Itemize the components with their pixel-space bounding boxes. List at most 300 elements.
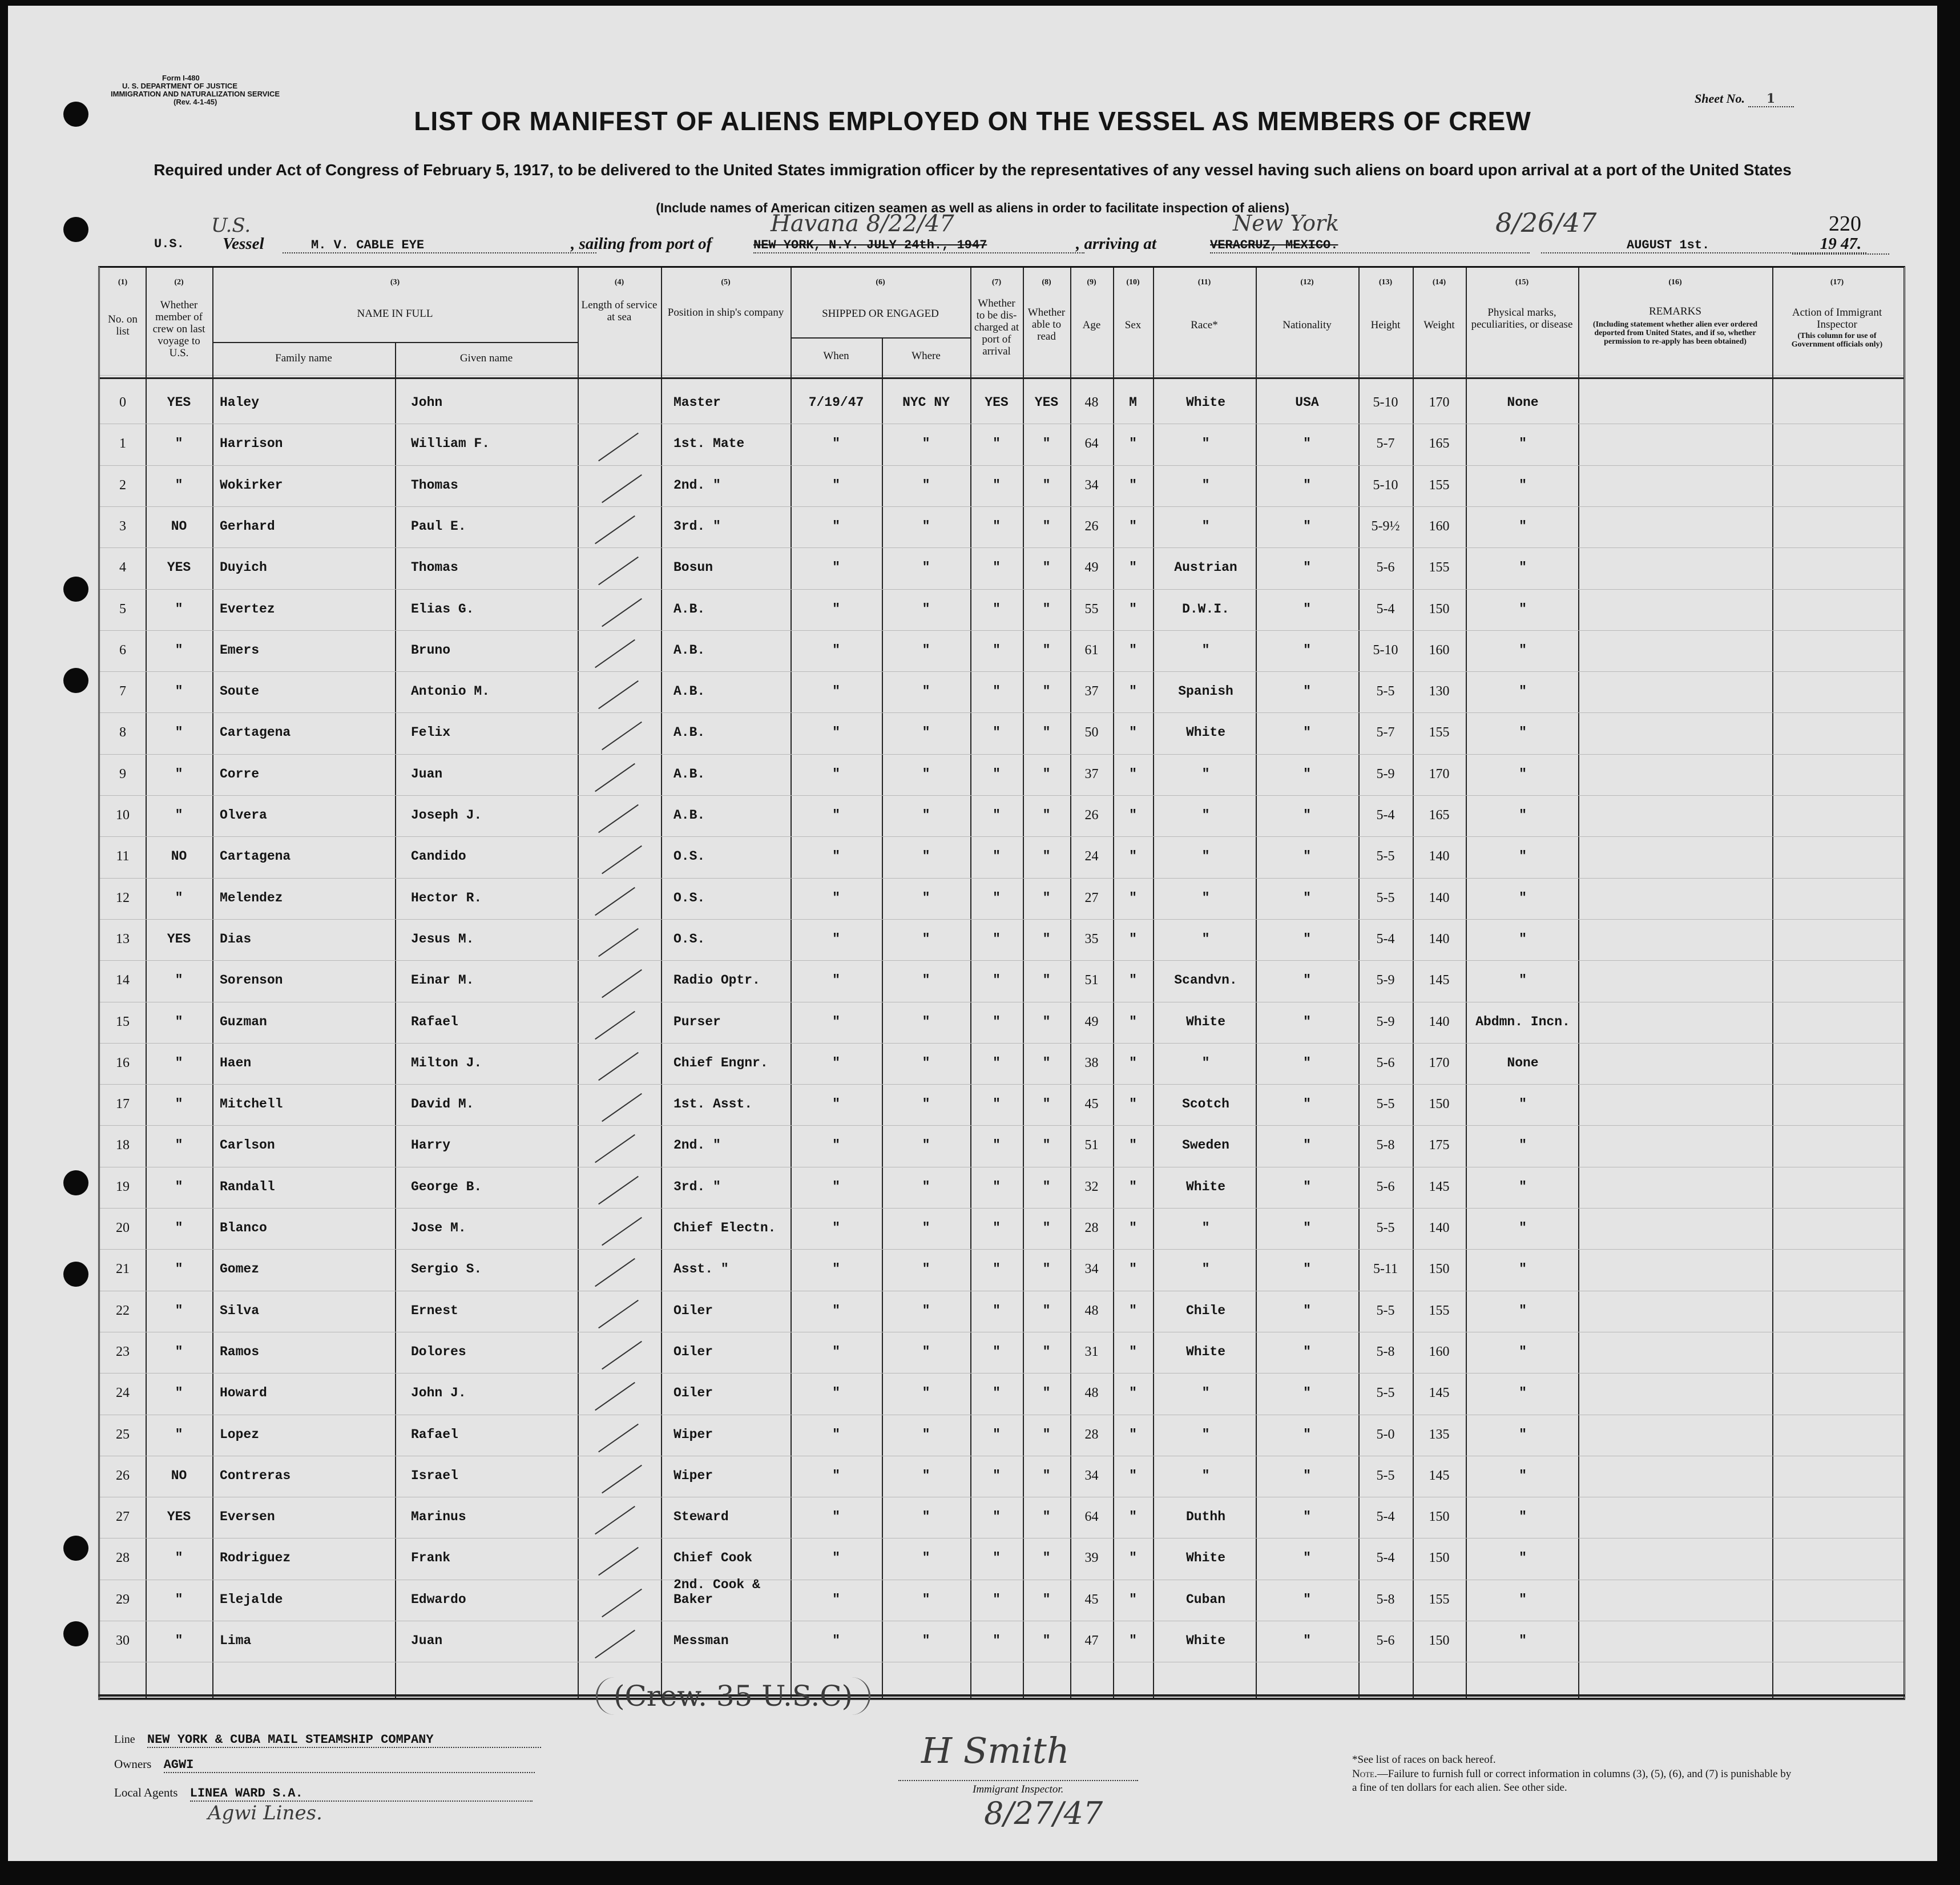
- cell-sex: ": [1129, 601, 1137, 617]
- cell-when: ": [832, 1262, 840, 1277]
- check-mark: [595, 1506, 635, 1534]
- cell-no: 30: [116, 1633, 130, 1648]
- form-header: [111, 74, 280, 106]
- cell-race: White: [1185, 395, 1225, 410]
- footer-top-rule: [98, 1694, 1905, 1697]
- vessel-label: Vessel: [223, 235, 264, 253]
- cell-disch: ": [993, 1262, 1001, 1277]
- cell-race: ": [1201, 477, 1210, 493]
- cell-marks: Abdmn. Incn.: [1475, 1014, 1570, 1029]
- cell-family: Cartagena: [220, 725, 291, 740]
- cell-disch: ": [993, 477, 1001, 493]
- cell-age: 50: [1084, 725, 1099, 740]
- cell-where: ": [922, 1055, 930, 1070]
- header-c16-note: (Including statement whether alien ever ordered deported from United States, and if so, whether permission to re-apply has been obtained): [1592, 320, 1758, 346]
- cell-family: Duyich: [220, 560, 267, 575]
- check-mark: [598, 804, 639, 833]
- cell-disch: ": [993, 560, 1001, 575]
- check-mark: [595, 1258, 635, 1287]
- cell-age: 51: [1084, 1138, 1099, 1153]
- cell-sex: ": [1129, 1509, 1137, 1525]
- cell-read: ": [1042, 890, 1051, 905]
- cell-read: ": [1042, 1592, 1051, 1607]
- cell-age: 37: [1084, 766, 1099, 782]
- cell-position: O.S.: [674, 890, 705, 905]
- cell-position: Asst. ": [674, 1262, 729, 1277]
- cell-weight: 140: [1429, 890, 1450, 905]
- cell-height: 5-10: [1373, 642, 1398, 658]
- table-row: [100, 795, 1903, 796]
- check-mark: [598, 680, 639, 709]
- cell-no: 4: [119, 560, 126, 575]
- cell-race: ": [1201, 1221, 1210, 1235]
- header-c3: NAME IN FULL: [357, 308, 433, 320]
- cell-sex: ": [1129, 560, 1137, 575]
- cell-when: ": [832, 1468, 840, 1483]
- cell-given: William F.: [411, 436, 490, 452]
- cell-when: ": [832, 1097, 840, 1112]
- cell-when: ": [832, 931, 840, 946]
- note-text: —Failure to furnish full or correct information in columns (3), (5), (6), and (7) is punishable by a fine of ten dollars for each alien. See other side.: [1352, 1768, 1792, 1794]
- table-row: [100, 960, 1903, 961]
- cell-last: NO: [171, 518, 187, 534]
- cell-last: ": [175, 725, 183, 740]
- punch-hole: [63, 217, 88, 242]
- cell-where: ": [922, 1385, 930, 1401]
- cell-family: Eversen: [220, 1509, 275, 1525]
- header-c3-given: Given name: [459, 352, 513, 364]
- cell-sex: ": [1129, 973, 1137, 988]
- cell-marks: ": [1519, 766, 1527, 782]
- cell-read: ": [1042, 1262, 1051, 1277]
- cell-weight: 160: [1429, 642, 1450, 658]
- cell-age: 26: [1084, 518, 1099, 534]
- inspector-signature: H Smith: [921, 1730, 1070, 1771]
- cell-sex: ": [1129, 1055, 1137, 1070]
- cell-position: Chief Engnr.: [674, 1055, 768, 1070]
- cell-family: Rodriguez: [220, 1550, 291, 1566]
- cell-where: ": [922, 477, 930, 493]
- cell-nat: ": [1303, 560, 1311, 575]
- header-c14-number: (14): [1432, 278, 1446, 287]
- check-mark: [598, 1423, 639, 1452]
- revision: (Rev. 4-1-45): [174, 98, 217, 106]
- header-c10: Sex: [1124, 319, 1142, 331]
- cell-no: 22: [116, 1303, 130, 1318]
- cell-sex: ": [1129, 1262, 1137, 1277]
- cell-disch: ": [993, 1633, 1001, 1648]
- cell-marks: None: [1507, 395, 1539, 410]
- cell-where: ": [922, 1427, 930, 1442]
- check-mark: [595, 515, 635, 544]
- cell-disch: ": [993, 1344, 1001, 1359]
- cell-where: ": [922, 973, 930, 988]
- cell-family: Cartagena: [220, 849, 291, 864]
- header-c8-number: (8): [1042, 278, 1051, 287]
- table-row: [100, 754, 1903, 755]
- cell-marks: ": [1519, 436, 1527, 452]
- cell-last: NO: [171, 1468, 187, 1483]
- cell-race: ": [1201, 1262, 1210, 1277]
- cell-given: Bruno: [411, 642, 451, 658]
- cell-height: 5-10: [1373, 477, 1398, 493]
- cell-family: Haen: [220, 1055, 252, 1070]
- cell-family: Carlson: [220, 1138, 275, 1153]
- cell-given: Thomas: [411, 477, 458, 493]
- cell-sex: ": [1129, 1468, 1137, 1483]
- cell-disch: ": [993, 931, 1001, 946]
- cell-read: ": [1042, 601, 1051, 617]
- cell-position: A.B.: [674, 642, 705, 658]
- cell-position: Chief Cook: [674, 1550, 753, 1566]
- cell-last: ": [175, 1097, 183, 1112]
- race-note: *See list of races on back hereof.: [1352, 1754, 1496, 1766]
- cell-no: 9: [119, 766, 126, 782]
- cell-disch: ": [993, 973, 1001, 988]
- cell-age: 64: [1084, 436, 1099, 452]
- cell-no: 0: [119, 395, 126, 410]
- cell-when: ": [832, 890, 840, 905]
- cell-read: ": [1042, 436, 1051, 452]
- cell-where: ": [922, 890, 930, 905]
- cell-where: ": [922, 1221, 930, 1235]
- cell-position: O.S.: [674, 849, 705, 864]
- check-mark: [595, 639, 635, 668]
- cell-race: Duthh: [1185, 1509, 1225, 1525]
- cell-nat: ": [1303, 1468, 1311, 1483]
- cell-age: 45: [1084, 1097, 1099, 1112]
- cell-weight: 145: [1429, 1468, 1450, 1483]
- cell-position: Bosun: [674, 560, 713, 575]
- cell-position: A.B.: [674, 684, 705, 699]
- cell-disch: ": [993, 808, 1001, 823]
- cell-race: Scandvn.: [1174, 973, 1237, 988]
- cell-sex: ": [1129, 1427, 1137, 1442]
- header-c3-family: Family name: [275, 352, 332, 364]
- cell-where: ": [922, 1262, 930, 1277]
- table-row: [100, 878, 1903, 879]
- cell-no: 24: [116, 1385, 130, 1401]
- cell-no: 20: [116, 1221, 130, 1235]
- cell-position: Oiler: [674, 1344, 713, 1359]
- cell-age: 49: [1084, 560, 1099, 575]
- cell-nat: ": [1303, 1427, 1311, 1442]
- cell-age: 24: [1084, 849, 1099, 864]
- cell-given: John J.: [411, 1385, 466, 1401]
- cell-weight: 140: [1429, 849, 1450, 864]
- cell-marks: ": [1519, 1303, 1527, 1318]
- check-mark: [598, 433, 639, 461]
- cell-sex: ": [1129, 1138, 1137, 1153]
- cell-read: ": [1042, 477, 1051, 493]
- cell-weight: 150: [1429, 1633, 1450, 1648]
- page-note: (Include names of American citizen seamen as well as aliens in order to facilitate inspection of aliens): [656, 200, 1289, 215]
- cell-last: ": [175, 973, 183, 988]
- cell-read: ": [1042, 766, 1051, 782]
- cell-weight: 150: [1429, 1509, 1450, 1525]
- cell-no: 2: [119, 477, 126, 493]
- cell-last: ": [175, 1633, 183, 1648]
- cell-family: Guzman: [220, 1014, 267, 1029]
- header-c6: SHIPPED OR ENGAGED: [822, 308, 939, 320]
- subcolumn-rule: [395, 342, 396, 1698]
- header-c3-number: (3): [390, 278, 400, 287]
- cell-last: ": [175, 1014, 183, 1029]
- cell-marks: ": [1519, 1592, 1527, 1607]
- cell-race: ": [1201, 1468, 1210, 1483]
- cell-last: YES: [167, 560, 191, 575]
- cell-disch: ": [993, 766, 1001, 782]
- header-c1-number: (1): [118, 278, 128, 287]
- table-row: [100, 1208, 1903, 1209]
- cell-when: ": [832, 1055, 840, 1070]
- cell-sex: ": [1129, 849, 1137, 864]
- cell-position: Steward: [674, 1509, 729, 1525]
- cell-given: Dolores: [411, 1344, 466, 1359]
- cell-when: ": [832, 560, 840, 575]
- punch-hole: [63, 668, 88, 693]
- cell-nat: ": [1303, 931, 1311, 946]
- cell-where: ": [922, 1179, 930, 1194]
- vessel-prefix-hand: U.S.: [211, 214, 251, 237]
- cell-nat: ": [1303, 890, 1311, 905]
- cell-when: ": [832, 1138, 840, 1153]
- cell-no: 18: [116, 1138, 130, 1153]
- cell-family: Gomez: [220, 1262, 260, 1277]
- cell-race: ": [1201, 931, 1210, 946]
- header-c17-number: (17): [1830, 278, 1844, 287]
- cell-given: Juan: [411, 766, 443, 782]
- sign-date: 8/27/47: [984, 1795, 1103, 1831]
- cell-nat: ": [1303, 1097, 1311, 1112]
- cell-family: Mitchell: [220, 1097, 283, 1112]
- cell-race: Chile: [1185, 1303, 1225, 1318]
- cell-last: NO: [171, 849, 187, 864]
- cell-marks: ": [1519, 1509, 1527, 1525]
- cell-last: ": [175, 642, 183, 658]
- cell-position: Wiper: [674, 1427, 713, 1442]
- service: IMMIGRATION AND NATURALIZATION SERVICE: [111, 90, 280, 98]
- cell-height: 5-4: [1376, 931, 1395, 946]
- cell-weight: 155: [1429, 560, 1450, 575]
- header-c16: REMARKS: [1649, 305, 1701, 317]
- punch-hole: [63, 577, 88, 602]
- cell-sex: ": [1129, 1550, 1137, 1566]
- cell-last: ": [175, 1344, 183, 1359]
- cell-position: Oiler: [674, 1385, 713, 1401]
- check-mark: [598, 1175, 639, 1204]
- cell-read: ": [1042, 1179, 1051, 1194]
- table-row: [100, 1373, 1903, 1374]
- inspector-label: Immigrant Inspector.: [973, 1783, 1064, 1795]
- cell-height: 5-5: [1376, 1221, 1395, 1235]
- check-mark: [602, 1093, 642, 1122]
- vessel-name: M. V. CABLE EYE: [283, 238, 596, 253]
- cell-given: Israel: [411, 1468, 458, 1483]
- header-c8: Whether able to read: [1027, 307, 1066, 343]
- cell-sex: ": [1129, 684, 1137, 699]
- cell-sex: ": [1129, 725, 1137, 740]
- cell-no: 10: [116, 808, 130, 823]
- cell-height: 5-9: [1376, 766, 1395, 782]
- cell-no: 1: [119, 436, 126, 452]
- cell-last: ": [175, 601, 183, 617]
- cell-weight: 135: [1429, 1427, 1450, 1442]
- cell-position: Messman: [674, 1633, 729, 1648]
- header-c10-number: (10): [1126, 278, 1140, 287]
- cell-where: ": [922, 1344, 930, 1359]
- check-mark: [602, 845, 642, 874]
- check-mark: [602, 969, 642, 998]
- cell-height: 5-7: [1376, 436, 1395, 452]
- cell-when: ": [832, 642, 840, 658]
- cell-position: O.S.: [674, 931, 705, 946]
- cell-disch: ": [993, 725, 1001, 740]
- punch-hole: [63, 1170, 88, 1195]
- punch-hole: [63, 1262, 88, 1287]
- cell-no: 6: [119, 642, 126, 658]
- cell-no: 7: [119, 684, 126, 699]
- cell-given: Candido: [411, 849, 466, 864]
- cell-no: 13: [116, 931, 130, 946]
- punch-hole: [63, 1536, 88, 1561]
- sailing-label: , sailing from port of: [571, 235, 712, 253]
- header-c6-number: (6): [876, 278, 885, 287]
- header-c15-number: (15): [1515, 278, 1529, 287]
- cell-age: 48: [1084, 395, 1099, 410]
- cell-no: 19: [116, 1179, 130, 1194]
- cell-position: 3rd. ": [674, 1179, 721, 1194]
- cell-sex: ": [1129, 808, 1137, 823]
- cell-nat: ": [1303, 1014, 1311, 1029]
- sheet-number: [1695, 91, 1794, 107]
- header-underline: [100, 375, 1903, 376]
- cell-marks: ": [1519, 1385, 1527, 1401]
- cell-position: Oiler: [674, 1303, 713, 1318]
- cell-age: 35: [1084, 931, 1099, 946]
- cell-age: 28: [1084, 1427, 1099, 1442]
- cell-given: Ernest: [411, 1303, 458, 1318]
- cell-given: Thomas: [411, 560, 458, 575]
- cell-race: ": [1201, 1055, 1210, 1070]
- cell-race: ": [1201, 1385, 1210, 1401]
- cell-disch: ": [993, 890, 1001, 905]
- cell-where: ": [922, 808, 930, 823]
- cell-race: White: [1185, 1633, 1225, 1648]
- cell-where: ": [922, 684, 930, 699]
- cell-race: White: [1185, 725, 1225, 740]
- cell-no: 14: [116, 973, 130, 988]
- cell-race: Sweden: [1182, 1138, 1229, 1153]
- cell-position: Purser: [674, 1014, 721, 1029]
- cell-nat: ": [1303, 518, 1311, 534]
- cell-disch: YES: [985, 395, 1009, 410]
- cell-weight: 170: [1429, 395, 1450, 410]
- header-c4: Length of service at sea: [581, 299, 658, 323]
- sheet-label: Sheet No.: [1695, 91, 1745, 106]
- header-c12-number: (12): [1300, 278, 1314, 287]
- header-c17: Action of Immigrant Inspector: [1792, 307, 1882, 331]
- cell-height: 5-6: [1376, 1633, 1395, 1648]
- cell-last: ": [175, 1385, 183, 1401]
- cell-sex: ": [1129, 436, 1137, 452]
- cell-sex: ": [1129, 1385, 1137, 1401]
- header-c1: No. on list: [108, 313, 138, 337]
- table-row: [100, 1249, 1903, 1250]
- cell-last: ": [175, 1427, 183, 1442]
- cell-weight: 130: [1429, 684, 1450, 699]
- check-mark: [602, 598, 642, 626]
- cell-last: YES: [167, 931, 191, 946]
- cell-age: 64: [1084, 1509, 1099, 1525]
- cell-position: A.B.: [674, 808, 705, 823]
- cell-weight: 155: [1429, 477, 1450, 493]
- cell-read: ": [1042, 1014, 1051, 1029]
- check-mark: [602, 1217, 642, 1246]
- cell-nat: ": [1303, 1344, 1311, 1359]
- cell-height: 5-8: [1376, 1344, 1395, 1359]
- cell-marks: ": [1519, 518, 1527, 534]
- cell-height: 5-6: [1376, 560, 1395, 575]
- cell-disch: ": [993, 1055, 1001, 1070]
- cell-age: 27: [1084, 890, 1099, 905]
- cell-disch: ": [993, 1179, 1001, 1194]
- header-c17-note: (This column for use of Government officials only): [1791, 332, 1883, 349]
- cell-given: Antonio M.: [411, 684, 490, 699]
- cell-when: ": [832, 684, 840, 699]
- cell-last: ": [175, 684, 183, 699]
- cell-height: 5-4: [1376, 1509, 1395, 1525]
- cell-weight: 160: [1429, 1344, 1450, 1359]
- cell-when: ": [832, 725, 840, 740]
- cell-age: 51: [1084, 973, 1099, 988]
- cell-race: D.W.I.: [1182, 601, 1229, 617]
- cell-when: ": [832, 1179, 840, 1194]
- cell-race: ": [1201, 518, 1210, 534]
- cell-marks: ": [1519, 1344, 1527, 1359]
- form-number: Form I-480: [162, 74, 200, 82]
- cell-nat: USA: [1295, 395, 1319, 410]
- cell-given: Frank: [411, 1550, 451, 1566]
- cell-race: ": [1201, 890, 1210, 905]
- cell-given: Sergio S.: [411, 1262, 482, 1277]
- cell-given: Rafael: [411, 1427, 458, 1442]
- cell-weight: 155: [1429, 725, 1450, 740]
- cell-age: 48: [1084, 1385, 1099, 1401]
- cell-age: 34: [1084, 1262, 1099, 1277]
- cell-where: ": [922, 1138, 930, 1153]
- header-c14: Weight: [1423, 319, 1455, 331]
- cell-family: Evertez: [220, 601, 275, 617]
- cell-race: Spanish: [1178, 684, 1233, 699]
- cell-where: ": [922, 1014, 930, 1029]
- cell-nat: ": [1303, 1550, 1311, 1566]
- cell-read: ": [1042, 1509, 1051, 1525]
- cell-marks: ": [1519, 1138, 1527, 1153]
- cell-last: ": [175, 477, 183, 493]
- cell-race: ": [1201, 642, 1210, 658]
- check-mark: [595, 887, 635, 915]
- cell-height: 5-5: [1376, 1385, 1395, 1401]
- cell-read: ": [1042, 725, 1051, 740]
- cell-weight: 155: [1429, 1303, 1450, 1318]
- cell-height: 5-7: [1376, 725, 1395, 740]
- cell-position: Radio Optr.: [674, 973, 760, 988]
- header-c6-where: Where: [912, 350, 941, 362]
- cell-read: ": [1042, 1138, 1051, 1153]
- check-mark: [595, 1630, 635, 1658]
- cell-given: Juan: [411, 1633, 443, 1648]
